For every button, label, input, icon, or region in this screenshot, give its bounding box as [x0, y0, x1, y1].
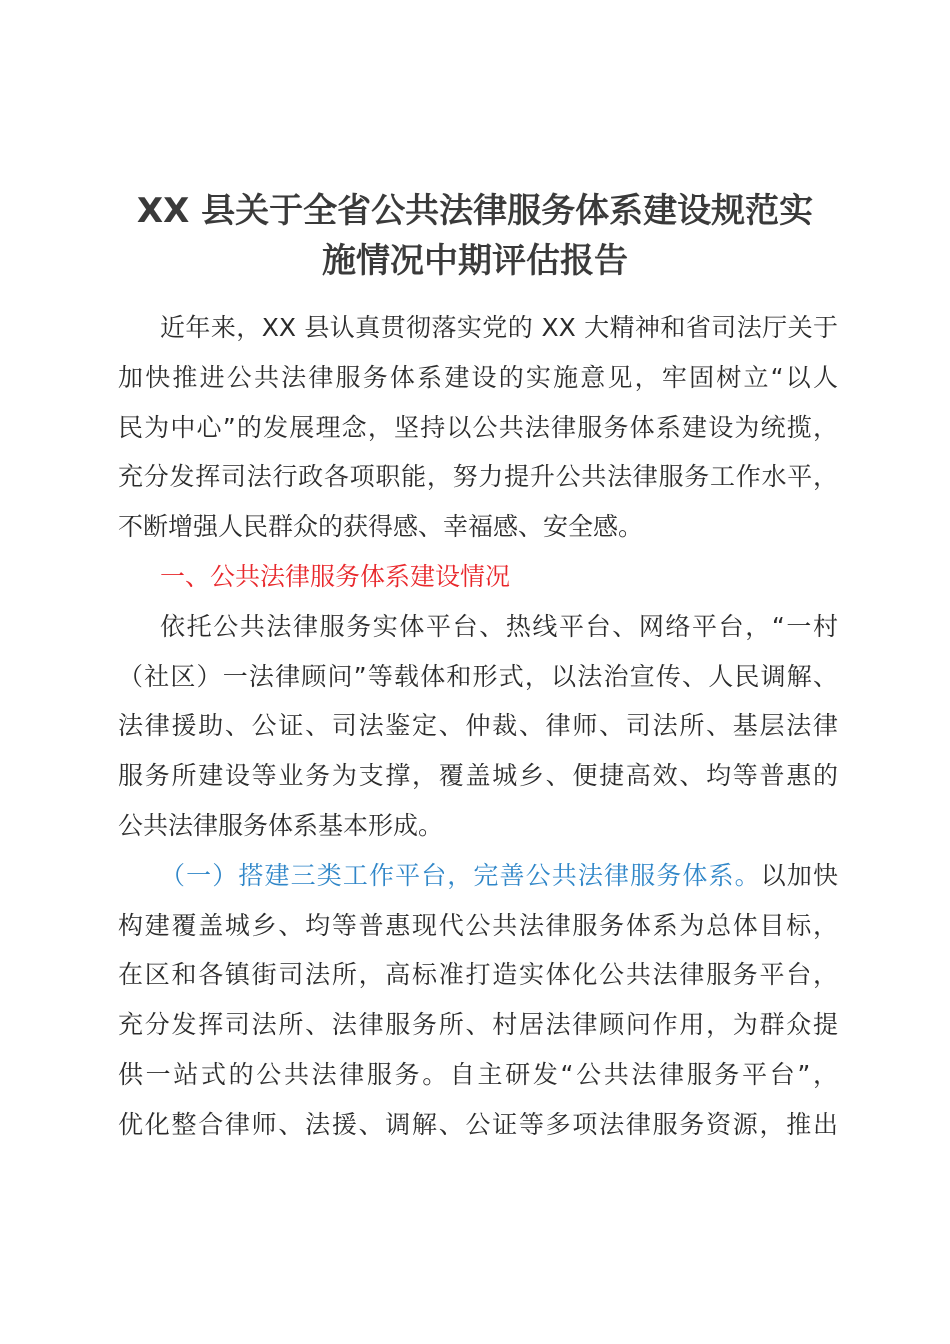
title-line-1: XX 县关于全省公共法律服务体系建设规范实	[136, 191, 814, 231]
paragraph3-line-2: 构建覆盖城乡、均等普惠现代公共法律服务体系为总体目标，	[118, 910, 838, 940]
paragraph2-line-4: 服务所建设等业务为支撑，覆盖城乡、便捷高效、均等普惠的	[118, 761, 838, 791]
subsection1-heading: （一）搭建三类工作平台，完善公共法律服务体系。	[160, 860, 761, 890]
paragraph3-line-4: 充分发挥司法所、法律服务所、村居法律顾问作用，为群众提	[118, 1010, 838, 1040]
paragraph3-line-6: 优化整合律师、法援、调解、公证等多项法律服务资源，推出	[118, 1109, 838, 1139]
title-line-2: 施情况中期评估报告	[322, 241, 628, 281]
document-body	[118, 303, 838, 1150]
paragraph2-line-1: 依托公共法律服务实体平台、热线平台、网络平台，“一村	[160, 611, 838, 641]
section1-heading: 一、公共法律服务体系建设情况	[160, 561, 511, 591]
paragraph1-line-2: 加快推进公共法律服务体系建设的实施意见，牢固树立“以人	[118, 362, 838, 392]
paragraph3-line-5: 供一站式的公共法律服务。自主研发“公共法律服务平台”，	[118, 1059, 838, 1089]
paragraph3-line-1	[118, 851, 838, 901]
paragraph2-line-5: 公共法律服务体系基本形成。	[118, 810, 444, 840]
paragraph2-line-3: 法律援助、公证、司法鉴定、仲裁、律师、司法所、基层法律	[118, 711, 838, 741]
paragraph1-line-3: 民为中心”的发展理念，坚持以公共法律服务体系建设为统揽，	[118, 412, 838, 442]
paragraph3-line-1-rest: 以加快	[760, 860, 838, 890]
paragraph1-line-1: 近年来，XX 县认真贯彻落实党的 XX 大精神和省司法厅关于	[160, 313, 838, 342]
paragraph3-line-3: 在区和各镇街司法所，高标准打造实体化公共法律服务平台，	[118, 960, 838, 990]
paragraph1-line-5: 不断增强人民群众的获得感、幸福感、安全感。	[118, 512, 644, 542]
paragraph2-line-2: （社区）一法律顾问”等载体和形式，以法治宣传、人民调解、	[118, 661, 838, 691]
paragraph1-line-4: 充分发挥司法行政各项职能，努力提升公共法律服务工作水平，	[118, 462, 838, 492]
